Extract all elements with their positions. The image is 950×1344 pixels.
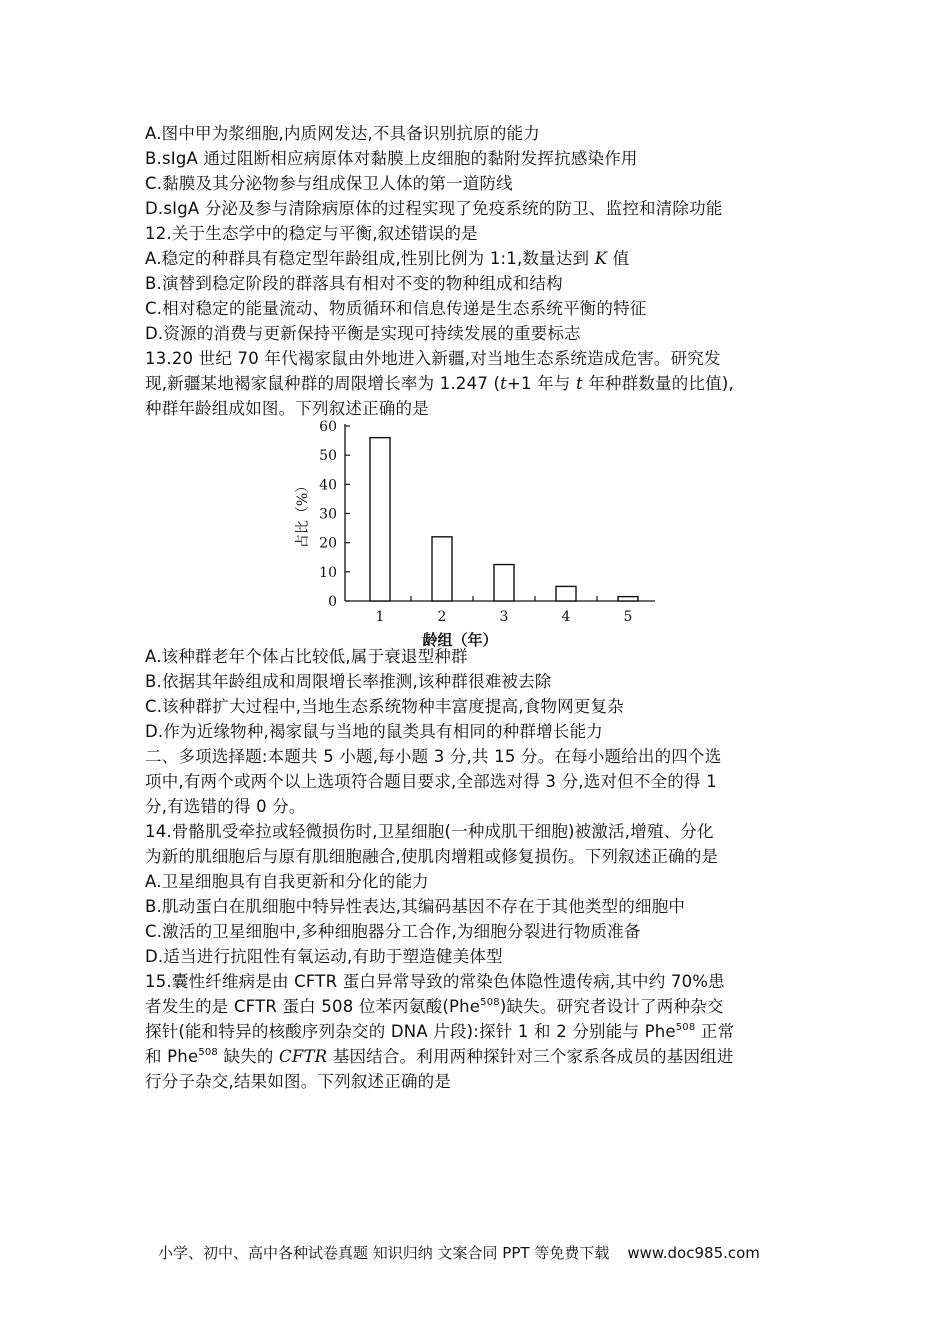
footer-text: 小学、初中、高中各种试卷真题 知识归纳 文案合同 PPT 等免费下载 xyxy=(158,1244,610,1262)
footer xyxy=(158,1242,760,1263)
q14-option-b: B.肌动蛋白在肌细胞中特异性表达,其编码基因不存在于其他类型的细胞中 xyxy=(145,897,686,916)
y-tick-label: 10 xyxy=(319,564,337,581)
y-tick-label: 30 xyxy=(319,506,337,523)
q13-stem-line3: 种群年龄组成如图。下列叙述正确的是 xyxy=(145,399,429,418)
q12-option-b: B.演替到稳定阶段的群落具有相对不变的物种组成和结构 xyxy=(145,274,563,293)
bar xyxy=(618,597,638,601)
bar xyxy=(370,438,390,601)
y-tick-label: 40 xyxy=(319,477,337,494)
section2-line2: 项中,有两个或两个以上选项符合题目要求,全部选对得 3 分,选对但不全的得 1 xyxy=(145,772,717,791)
y-tick-label: 50 xyxy=(319,448,337,465)
q13-option-d: D.作为近缘物种,褐家鼠与当地的鼠类具有相同的种群增长能力 xyxy=(145,722,603,741)
q13-option-c: C.该种群扩大过程中,当地生态系统物种丰富度提高,食物网更复杂 xyxy=(145,697,624,716)
q11-option-a: A.图中甲为浆细胞,内质网发达,不具备识别抗原的能力 xyxy=(145,124,540,143)
q14-option-a: A.卫星细胞具有自我更新和分化的能力 xyxy=(145,872,429,891)
q11-option-c: C.黏膜及其分泌物参与组成保卫人体的第一道防线 xyxy=(145,174,513,193)
x-tick-label: 1 xyxy=(375,609,385,625)
y-axis-label: 占比（%） xyxy=(295,478,311,549)
section2-line3: 分,有选错的得 0 分。 xyxy=(145,797,306,816)
x-tick-label: 4 xyxy=(561,609,571,625)
q12-stem: 12.关于生态学中的稳定与平衡,叙述错误的是 xyxy=(145,224,478,243)
q13-stem-line2: 现,新疆某地褐家鼠种群的周限增长率为 1.247 (t+1 年与 t 年种群数量的比值), xyxy=(145,374,734,393)
q13-option-a: A.该种群老年个体占比较低,属于衰退型种群 xyxy=(145,647,468,666)
section2-line1: 二、多项选择题:本题共 5 小题,每小题 3 分,共 15 分。在每小题给出的四个选 xyxy=(145,747,722,766)
q14-option-c: C.激活的卫星细胞中,多种细胞器分工合作,为细胞分裂进行物质准备 xyxy=(145,922,641,941)
x-tick-label: 5 xyxy=(623,609,633,625)
x-tick-label: 3 xyxy=(499,609,509,625)
bar xyxy=(556,586,576,601)
q13-option-b: B.依据其年龄组成和周限增长率推测,该种群很难被去除 xyxy=(145,672,552,691)
age-structure-bar-chart xyxy=(285,415,665,650)
q12-option-a: A.稳定的种群具有稳定型年龄组成,性别比例为 1:1,数量达到 K 值 xyxy=(145,249,630,268)
x-tick-label: 2 xyxy=(437,609,447,625)
y-tick-label: 0 xyxy=(328,594,337,610)
q15-line4: 和 Phe$^{508}$ 缺失的 CFTR 基因结合。利用两种探针对三个家系各成员的基因组进 xyxy=(145,1046,734,1066)
y-tick-label: 20 xyxy=(319,535,337,552)
q12-option-d: D.资源的消费与更新保持平衡是实现可持续发展的重要标志 xyxy=(145,324,581,343)
q11-option-d: D.sIgA 分泌及参与清除病原体的过程实现了免疫系统的防卫、监控和清除功能 xyxy=(145,199,723,218)
q15-line2: 者发生的是 CFTR 蛋白 508 位苯丙氨酸(Phe$^{508}$)缺失。研究者设计了两种杂交 xyxy=(145,996,724,1016)
bar xyxy=(494,565,514,601)
q12-option-c: C.相对稳定的能量流动、物质循环和信息传递是生态系统平衡的特征 xyxy=(145,299,647,318)
q14-option-d: D.适当进行抗阻性有氧运动,有助于塑造健美体型 xyxy=(145,947,503,966)
q13-stem-line1: 13.20 世纪 70 年代褐家鼠由外地进入新疆,对当地生态系统造成危害。研究发 xyxy=(145,349,721,368)
q11-option-b: B.sIgA 通过阻断相应病原体对黏膜上皮细胞的黏附发挥抗感染作用 xyxy=(145,149,638,168)
q14-stem-line1: 14.骨骼肌受牵拉或轻微损伤时,卫星细胞(一种成肌干细胞)被激活,增殖、分化 xyxy=(145,822,714,841)
q15-line1: 15.囊性纤维病是由 CFTR 蛋白异常导致的常染色体隐性遗传病,其中约 70%患 xyxy=(145,972,725,991)
q15-line5: 行分子杂交,结果如图。下列叙述正确的是 xyxy=(145,1072,452,1091)
x-axis-label: 龄组（年） xyxy=(422,631,498,649)
q14-stem-line2: 为新的肌细胞后与原有肌细胞融合,使肌肉增粗或修复损伤。下列叙述正确的是 xyxy=(145,847,719,866)
bar xyxy=(432,537,452,601)
footer-url[interactable]: www.doc985.com xyxy=(627,1244,760,1262)
q15-line3: 探针(能和特异的核酸序列杂交的 DNA 片段):探针 1 和 2 分别能与 Phe$^{508}$ 正常 xyxy=(145,1021,735,1041)
y-tick-label: 60 xyxy=(319,419,337,435)
